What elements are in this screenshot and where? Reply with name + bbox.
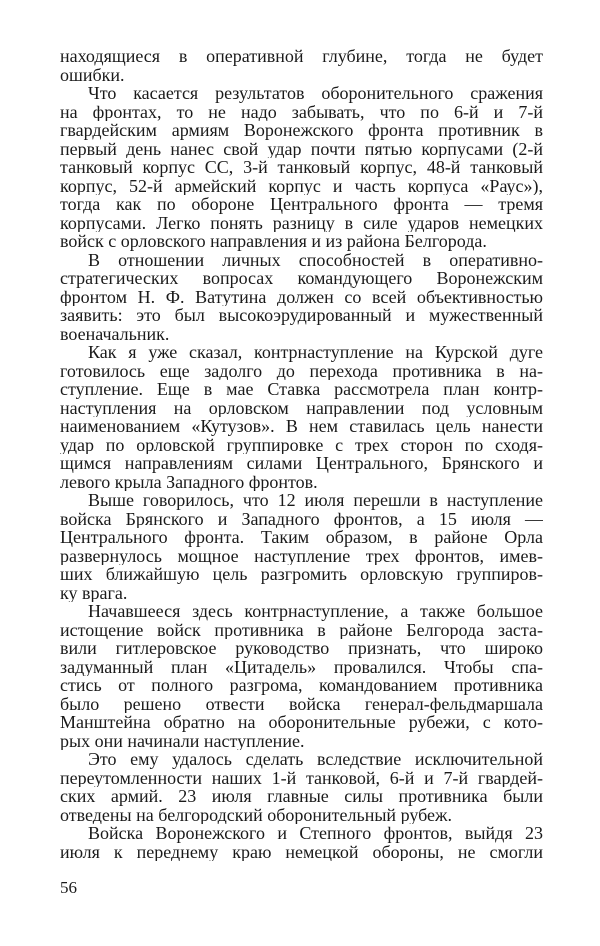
paragraph [60, 602, 543, 750]
text-line: Центрального фронта. Таким образом, в районе Орла [60, 528, 543, 547]
paragraph [60, 491, 543, 602]
text-line: Начавшееся здесь контрнаступление, а также большое [88, 602, 543, 621]
paragraph [60, 824, 543, 861]
text-line: ших ближайшую цель разгромить орловскую группиров- [60, 565, 543, 584]
text-line: отведены на белгородский оборонительный рубеж. [60, 805, 452, 824]
text-line: Что касается результатов оборонительного сражения [88, 84, 543, 103]
text-line: июля к переднему краю немецкой обороны, не смогли [60, 842, 543, 861]
text-line: ку врага. [60, 583, 128, 602]
text-line: ских армий. 23 июля главные силы противника были [60, 787, 543, 806]
text-line: стратегических вопросах командующего Воронежским [60, 269, 543, 288]
text-line: Это ему удалось сделать вследствие исключительной [88, 750, 543, 769]
text-line: переутомленности наших 1-й танковой, 6-й и 7-й гвардей- [60, 768, 543, 787]
text-line: истощение войск противника в районе Белгорода заста- [60, 620, 543, 639]
text-line: удар по орловской группировке с трех сторон по сходя- [60, 435, 543, 454]
text-line: развернулось мощное наступление трех фронтов, имев- [60, 546, 543, 565]
paragraph [60, 343, 543, 491]
text-line: на фронтах, то не надо забывать, что по 6-й и 7-й [60, 102, 543, 121]
text-line: рых они начинали наступление. [60, 731, 305, 750]
page-body-text [60, 47, 543, 861]
text-line: Войска Воронежского и Степного фронтов, выйдя 23 [88, 824, 543, 843]
text-line: находящиеся в оперативной глубине, тогда не будет [60, 47, 543, 66]
text-line: гвардейским армиям Воронежского фронта противник в [60, 121, 543, 140]
page-number: 56 [60, 878, 77, 897]
text-line: готовилось еще задолго до перехода противника в на- [60, 361, 543, 380]
text-line: войска Брянского и Западного фронтов, а 15 июля — [60, 509, 543, 528]
text-line: ошибки. [60, 65, 125, 84]
paragraph [60, 251, 543, 344]
text-line: было решено отвести войска генерал-фельдмаршала [60, 694, 543, 713]
text-line: задуманный план «Цитадель» провалился. Чтобы спа- [60, 657, 543, 676]
text-line: фронтом Н. Ф. Ватутина должен со всей объективностью [60, 287, 543, 306]
text-line: стись от полного разгрома, командованием противника [60, 676, 543, 695]
text-line: ступление. Еще в мае Ставка рассмотрела план контр- [60, 380, 543, 399]
text-line: наименованием «Кутузов». В нем ставилась цель нанести [60, 417, 543, 436]
text-line: Манштейна обратно на оборонительные рубежи, с кото- [60, 713, 543, 732]
text-line: тогда как по обороне Центрального фронта — тремя [60, 195, 543, 214]
text-line: корпусами. Легко понять разницу в силе ударов немецких [60, 213, 543, 232]
paragraph [60, 84, 543, 251]
text-line: левого крыла Западного фронтов. [60, 472, 318, 491]
text-line: военачальник. [60, 324, 170, 343]
text-line: В отношении личных способностей в оперативно- [88, 250, 543, 269]
text-line: танковый корпус СС, 3-й танковый корпус, 48-й танковый [60, 158, 543, 177]
text-line: войск с орловского направления и из района Белгорода. [60, 232, 487, 251]
paragraph [60, 750, 543, 824]
text-line: наступления на орловском направлении под условным [60, 398, 543, 417]
paragraph [60, 47, 543, 84]
text-line: вили гитлеровское руководство признать, что широко [60, 639, 543, 658]
text-line: Выше говорилось, что 12 июля перешли в наступление [88, 491, 543, 510]
text-line: щимся направлениям силами Центрального, Брянского и [60, 454, 543, 473]
text-line: первый день нанес свой удар почти пятью корпусами (2-й [60, 139, 543, 158]
text-line: корпус, 52-й армейский корпус и часть корпуса «Раус»), [60, 176, 543, 195]
text-line: Как я уже сказал, контрнаступление на Курской дуге [88, 343, 543, 362]
text-line: заявить: это был высокоэрудированный и мужественный [60, 306, 543, 325]
